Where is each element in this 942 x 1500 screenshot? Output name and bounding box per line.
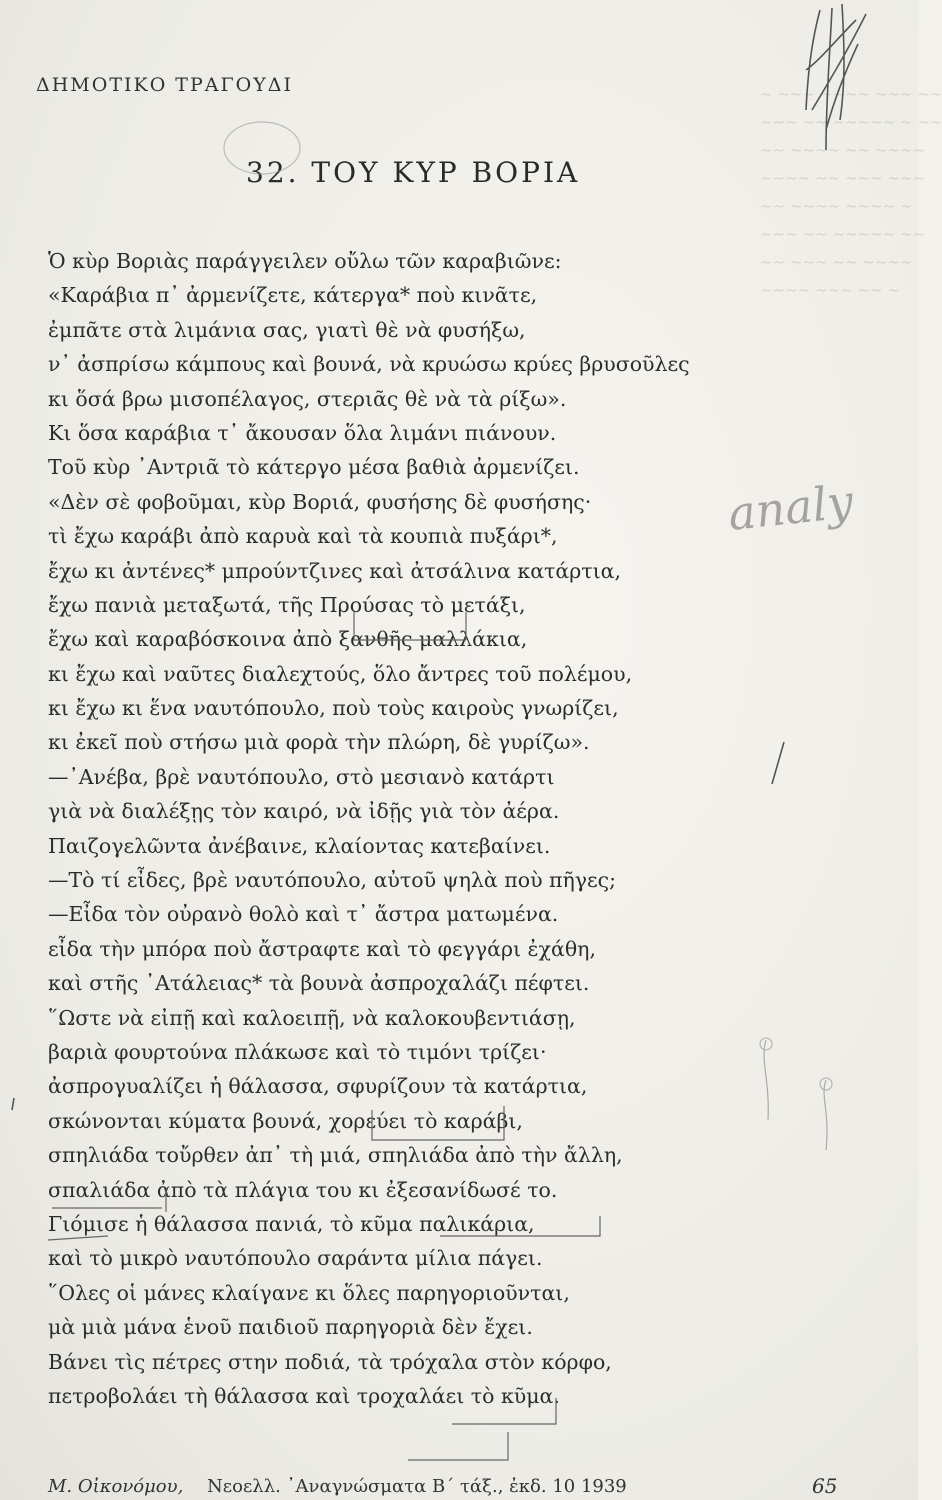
underline-mark bbox=[408, 1398, 556, 1460]
poem-line: ἔχω κι ἀντένες* μπρούντζινες καὶ ἀτσάλινα κατάρτια, bbox=[48, 558, 622, 583]
poem-line: —Εἶδα τὸν οὐρανὸ θολὸ καὶ τ᾽ ἄστρα ματωμένα. bbox=[48, 902, 559, 927]
margin-handwriting: analy bbox=[725, 474, 856, 541]
poem-line: κι ἔχω κι ἕνα ναυτόπουλο, ποὺ τοὺς καιροὺς γνωρίζει, bbox=[48, 696, 619, 721]
poem-line: ῞Ολες οἱ μάνες κλαίγανε κι ὅλες παρηγοριοῦνται, bbox=[48, 1280, 570, 1305]
poem-line: μὰ μιὰ μάνα ἑνοῦ παιδιοῦ παρηγοριὰ δὲν ἔχει. bbox=[48, 1315, 533, 1340]
poem-line: καὶ τὸ μικρὸ ναυτόπουλο σαράντα μίλια πάγει. bbox=[48, 1246, 543, 1271]
poem-line: «Δὲν σὲ φοβοῦμαι, κὺρ Βοριά, φυσήσης δὲ φυσήσης· bbox=[48, 489, 592, 514]
poem-line: τὶ ἔχω καράβι ἀπὸ καρυὰ καὶ τὰ κουπιὰ πυξάρι*, bbox=[48, 524, 558, 549]
poem-line: Παιζογελῶντα ἀνέβαινε, κλαίοντας κατεβαίνει. bbox=[48, 833, 551, 858]
citation-source: Νεοελλ. ᾿Αναγνώσματα Β΄ τάξ., ἐκδ. 10 1939 bbox=[207, 1476, 627, 1497]
poem-line: Γιόμισε ἡ θάλασσα πανιά, τὸ κῦμα παλικάρια, bbox=[48, 1211, 535, 1236]
poem-line: Ὁ κὺρ Βοριὰς παράγγειλεν οὔλω τῶν καραβιῶνε: bbox=[48, 249, 562, 273]
margin-tick-mark bbox=[12, 1098, 14, 1110]
poem-line: ἐμπᾶτε στὰ λιμάνια σας, γιατὶ θὲ νὰ φυσήξω, bbox=[48, 317, 526, 342]
poem-line: ν᾽ ἀσπρίσω κάμπους καὶ βουνά, νὰ κρυώσω κρύες βρυσοῦλες bbox=[48, 352, 690, 377]
poem-line: ἔχω καὶ καραβόσκοινα ἀπὸ ξανθῆς μαλλάκια, bbox=[48, 627, 528, 652]
page-number: 65 bbox=[812, 1474, 838, 1498]
poem-line: καὶ στῆς ᾿Ατάλειας* τὰ βουνὰ ἀσπροχαλάζι πέφτει. bbox=[48, 971, 590, 996]
poem-line: σπηλιάδα τοὔρθεν ἀπ᾽ τὴ μιά, σπηλιάδα ἀπὸ τὴν ἄλλη, bbox=[48, 1143, 623, 1168]
faint-circle-mark bbox=[820, 1078, 832, 1090]
bleed-through-text: ~ ~~~ ~~~~ ~~~ ~~ ~~~ ~~ ~~~~~ ~ ~~ ~~ ~~~~ ~~ ~~~~ ~~~~ ~~ ~~~ ~~~ ~~ ~~~~ ~~~~ ~ ~~~ ~~ ~~~~~ ~~ ~~ ~~~ ~~ ~~~~ ~~~~ ~~~ ~~ ~ bbox=[760, 85, 942, 299]
poem-line: εἶδα τὴν μπόρα ποὺ ἄστραφτε καὶ τὸ φεγγάρι ἐχάθη, bbox=[48, 936, 596, 961]
poem-line: ἀσπρογυαλίζει ἡ θάλασσα, σφυρίζουν τὰ κατάρτια, bbox=[48, 1074, 588, 1099]
faint-circle-mark bbox=[224, 122, 300, 174]
poem-title: 32. ΤΟΥ ΚΥΡ ΒΟΡΙΑ bbox=[246, 156, 581, 189]
poem-line: γιὰ νὰ διαλέξῃς τὸν καιρό, νὰ ἰδῇς γιὰ τὸν ἀέρα. bbox=[48, 799, 560, 824]
box-mark bbox=[372, 1106, 504, 1140]
faint-flower-mark bbox=[764, 1040, 827, 1150]
poem-line: —᾿Ανέβα, βρὲ ναυτόπουλο, στὸ μεσιανὸ κατάρτι bbox=[48, 764, 555, 789]
underline-mark bbox=[48, 1190, 600, 1240]
poem-line: βαριὰ φουρτούνα πλάκωσε καὶ τὸ τιμόνι τρίζει· bbox=[48, 1039, 547, 1064]
poem-line: —Τὸ τί εἶδες, βρὲ ναυτόπουλο, αὐτοῦ ψηλὰ ποὺ πῆγες; bbox=[48, 868, 617, 893]
slash-mark bbox=[772, 742, 784, 784]
poem-line: Βάνει τὶς πέτρες στην ποδιά, τὰ τρόχαλα στὸν κόρφο, bbox=[48, 1349, 612, 1374]
poem-line: κι ὅσά βρω μισοπέλαγος, στεριᾶς θὲ νὰ τὰ ρίξω». bbox=[48, 386, 567, 411]
scribble-mark bbox=[806, 4, 866, 150]
poem-line: κι ἔχω καὶ ναῦτες διαλεχτούς, ὅλο ἄντρες τοῦ πολέμου, bbox=[48, 661, 633, 686]
underline-mark bbox=[354, 610, 466, 640]
running-header: ΔΗΜΟΤΙΚΟ ΤΡΑΓΟΥΔΙ bbox=[36, 74, 294, 96]
citation-author: Μ. Οἰκονόμου, bbox=[48, 1476, 184, 1497]
poem-line: κι ἐκεῖ ποὺ στήσω μιὰ φορὰ τὴν πλώρη, δὲ γυρίζω». bbox=[48, 730, 590, 755]
poem-line: «Καράβια π᾽ ἀρμενίζετε, κάτεργα* ποὺ κινᾶτε, bbox=[48, 283, 538, 308]
faint-circle-mark bbox=[760, 1038, 772, 1050]
poem-line: πετροβολάει τὴ θάλασσα καὶ τροχαλάει τὸ κῦμα. bbox=[48, 1383, 560, 1408]
poem-line: Τοῦ κὺρ ᾿Αντριᾶ τὸ κάτεργο μέσα βαθιὰ ἀρμενίζει. bbox=[48, 455, 580, 480]
poem-line: Κι ὅσα καράβια τ᾽ ἄκουσαν ὅλα λιμάνι πιάνουν. bbox=[48, 420, 557, 445]
poem-line: σπαλιάδα ἀπὸ τὰ πλάγια του κι ἐξεσανίδωσέ το. bbox=[48, 1177, 558, 1202]
poem-line: ἔχω πανιὰ μεταξωτά, τῆς Προύσας τὸ μετάξι, bbox=[48, 592, 526, 617]
poem-line: σκώνονται κύματα βουνά, χορεύει τὸ καράβι, bbox=[48, 1108, 523, 1133]
poem-line: ῞Ωστε νὰ εἰπῇ καὶ καλοειπῇ, νὰ καλοκουβεντιάσῃ, bbox=[48, 1005, 576, 1030]
